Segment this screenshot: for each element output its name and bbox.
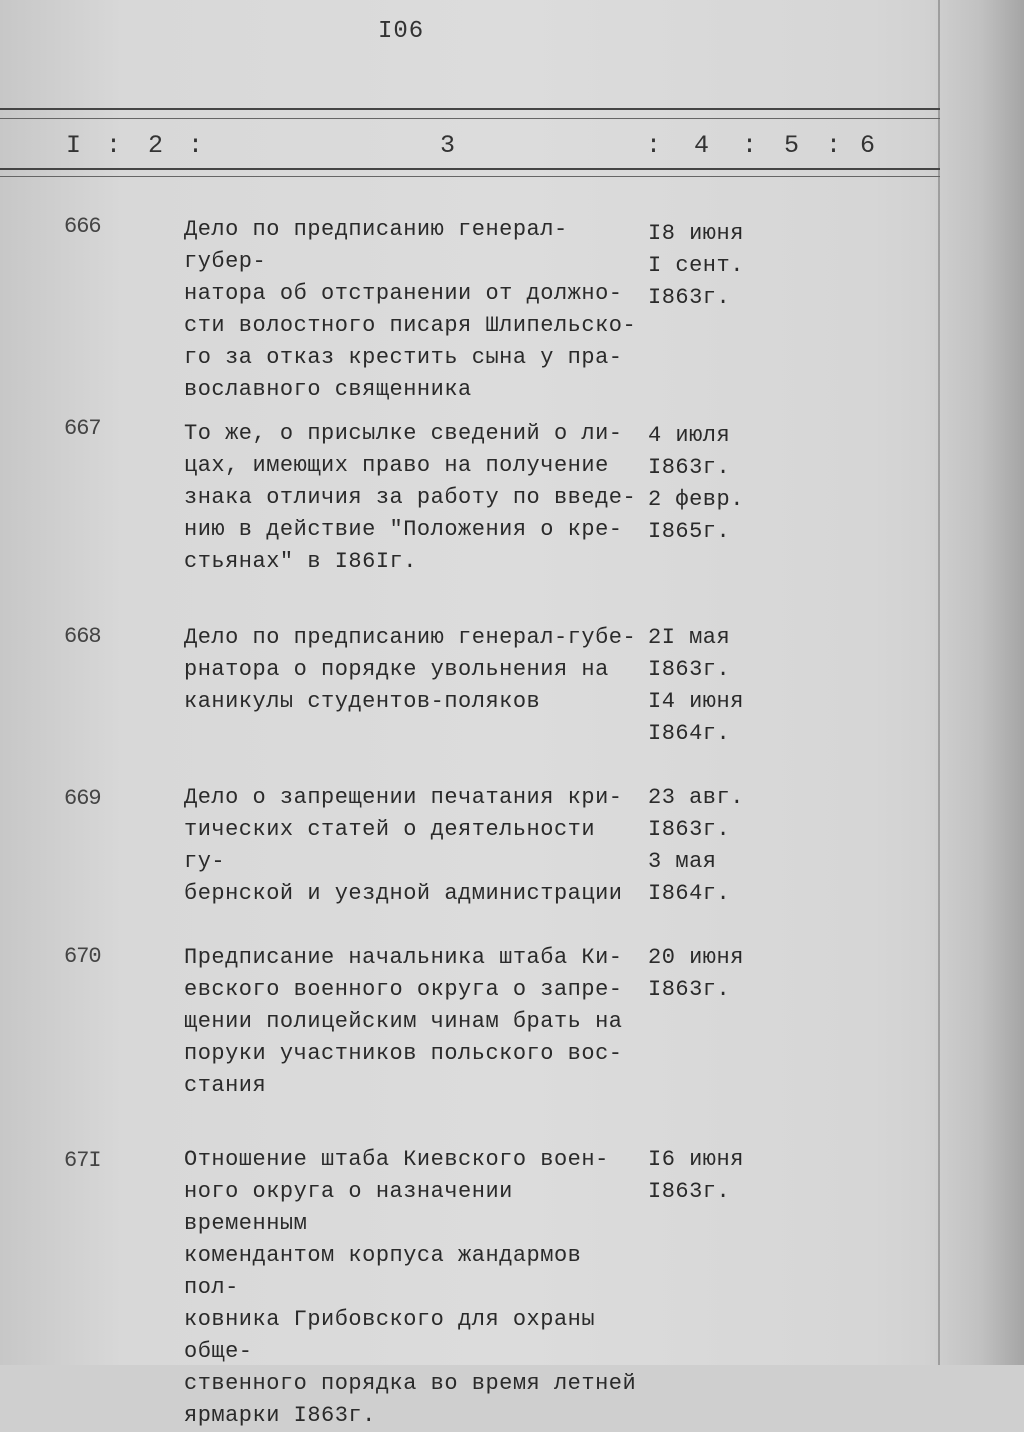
column-separator: : (188, 131, 204, 160)
column-header-3: 3 (440, 131, 456, 160)
column-header-1: I (66, 131, 82, 160)
record-title: Отношение штаба Киевского воен- ного округа о назначении временным комендантом корпуса жандармов пол- ковника Грибовского для охраны обще- ственного порядка во время летней ярмарки I863г. (184, 1147, 637, 1428)
column-header-2: 2 (148, 131, 164, 160)
record-dates: 4 июля I863г. 2 февр. I865г. (648, 423, 744, 544)
record-number: 668 (64, 624, 101, 649)
record-dates: 23 авг. I863г. 3 мая I864г. (648, 785, 744, 906)
header-rule-top (0, 108, 940, 110)
record-dates: 20 июня I863г. (648, 945, 744, 1002)
header-rule-bottom (0, 168, 940, 170)
record-dates: I6 июня I863г. (648, 1147, 744, 1204)
header-rule-bottom-thin (0, 176, 940, 177)
column-separator: : (826, 131, 842, 160)
column-header-6: 6 (860, 131, 876, 160)
column-header-4: 4 (694, 131, 710, 160)
record-title: То же, о присылке сведений о ли- цах, имеющих право на получение знака отличия за работу по введе- нию в действие "Положения о кре- стьянах" в I86Iг. (184, 421, 637, 574)
record-title: Предписание начальника штаба Ки- евского военного округа о запре- щении полицейским чинам брать на поруки участников польского вос- стания (184, 945, 623, 1098)
record-title: Дело по предписанию генерал-губе- рнатора о порядке увольнения на каникулы студентов-поляков (184, 625, 637, 714)
page-number: I06 (378, 18, 425, 45)
page-edge-shadow (928, 0, 1024, 1365)
record-number: 67I (64, 1148, 101, 1173)
record-title: Дело по предписанию генерал-губер- натора об отстранении от должно- сти волостного писаря Шлипельско- го за отказ крестить сына у пра- вославного священника (184, 217, 637, 402)
column-separator: : (742, 131, 758, 160)
column-header-5: 5 (784, 131, 800, 160)
column-separator: : (646, 131, 662, 160)
record-number: 669 (64, 786, 101, 811)
record-number: 670 (64, 944, 101, 969)
record-title: Дело о запрещении печатания кри- тических статей о деятельности гу- бернской и уездной администрации (184, 785, 623, 906)
record-dates: 2I мая I863г. I4 июня I864г. (648, 625, 744, 746)
page-edge-line (938, 0, 940, 1365)
column-separator: : (106, 131, 122, 160)
header-rule-top-thin (0, 118, 940, 119)
record-number: 666 (64, 214, 101, 239)
record-number: 667 (64, 416, 101, 441)
record-dates: I8 июня I сент. I863г. (648, 221, 744, 310)
